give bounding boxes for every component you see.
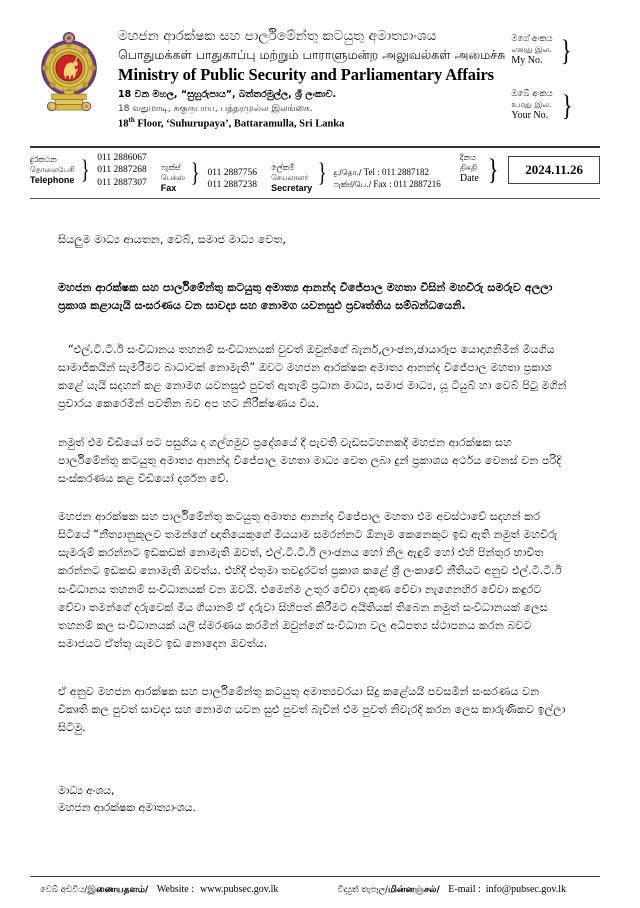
my-no-label-english: My No. (511, 54, 543, 66)
email-item[interactable] (338, 884, 590, 896)
secretary-label-tamil: செயலாளர் (271, 173, 309, 183)
sri-lanka-national-emblem-icon (38, 28, 100, 124)
paragraph-4-closing: ඒ අනුව මහජන ආරක්ෂක සහ පාර්ලිමේන්තු කටයුතු අමාත්‍යවරයා සිදු කළේයයි පවසමින් සංසරණය වන විකෘති කල පුවත් සාවද්‍ය සහ නොමග යවන සුළු පුවත් බැවින් එම පුවත් නිවැරදි කරන ලෙස කාරුණිකව ඉල්ලා සිටිමු. (58, 685, 566, 735)
footer-slash (440, 884, 449, 895)
email-label-tamil: மின்னஞ்சல்/ (388, 885, 440, 895)
secretary-tel-label-si: දු./ (333, 168, 342, 178)
footer-slash (148, 884, 157, 895)
telephone-label-tamil: தொலைபேசி (30, 165, 75, 175)
secretary-fax-label-si: ෆැක්ස්/ (333, 179, 355, 189)
reference-number-block (505, 26, 640, 144)
date-label-tamil: திகதி (459, 163, 477, 173)
contact-bar (30, 148, 600, 197)
secretary-group: ලේකම් செயலாளர் Secretary } දු./தொ./ Tel : 011 2887182 ෆැක්ස්/பெ./ Fax : 011 2887216 (271, 152, 441, 194)
date-value-box[interactable]: 2024.11.26 (508, 156, 600, 184)
date-label-english: Date (459, 173, 479, 185)
secretary-fax-value: 011 2887216 (393, 178, 441, 189)
fax-group: ෆැක්ස් பெக்ஸ் Fax } 011 2887756 011 2887238 (161, 152, 257, 194)
address-english-rest: Floor, ‘Suhurupaya’, Battaramulla, Sri Lanka (134, 118, 345, 130)
paragraph-3: මහජන ආරක්ෂක සහ පාර්ලිමේන්තු කටයුතු අමාත්‍ය ආනන්ද විජේපාල මහතා එම අවස්ථාවේ සදහන් කර සිටියේ “නීත්‍යානුකූලව තමන්ගේ ඥාතියෙකුගේ මියයාම සමරන්නට ඕනෑම කෙනෙකුට ඉඩ ඇති නමුත් මහවීරු සැමරුම් කරන්නට ඉඩකඩක් නොමැති ඔවත්, එල්.ටී.ටී.ඊ ලාංඡනය හෝ නිල ඇඳුම් හෝ එහි පින්තුර භාවිත කරන්නට ඉඩකඩ නොමැති ඔවත්ය. එහිදී එතුමා තවදුරටත් ප්‍රකාශ කළේ ශ්‍රී ලංකාවේ නීතියට අනුව එල්.ටී.ටී.ඊ සංවිධානය තහනම් සංවිධානයක් වන ඔවයි. එමෙන්ම උතුර වේවා දකුණ වේවා නැගෙනහිර වේවා කඳුරට වේවා තමන්ගේ දරුවෙක් මිය ගියානම් ඒ දරුවා සිහිපත් කිරීමට අයිතියක් තිබෙන නමුත් සංවිධානයක් ලෙස තහනම් කල සංවිධානයක් යලි ස්මරණය කරමින් ඔවුන්ගේ සංවිධාන වල අධිපත්‍ය ස්ථාපනය කරන බවට සමාජයට ඒත්තු යැමට ඉඩ නොදෙන ඔවත්ය. (58, 510, 562, 650)
your-no-label-sinhala: ඔබේ අංකය (511, 89, 553, 100)
website-label-sinhala: වෙබ් අඩවිය/ (40, 885, 88, 895)
secretary-tel-value: 011 2887182 (382, 167, 429, 178)
footer-divider (30, 876, 600, 877)
my-no-label-tamil: எனது இல. (511, 44, 552, 54)
your-no-label-english: Your No. (511, 109, 549, 121)
website-url[interactable]: www.pubsec.gov.lk (200, 884, 279, 895)
ministry-name-english: Ministry of Public Security and Parliamentary Affairs (118, 65, 494, 85)
signoff-division: මාධ්‍ය අංශය, (58, 783, 115, 797)
fax-label-sinhala: ෆැක්ස් (160, 163, 181, 173)
subject-headline: මහජන ආරක්ෂක සහ පාර්ලිමේන්තු කටයුතු අමාත්‍ය ආනන්ද විජේපාල මහතා විසින් මහවීරු සමරුව අලලා ප්‍රකාශ කළායැයි සංසරණය වන සාවද්‍ය සහ නොමග යවනසුළු ප්‍රවෘත්තිය සම්බන්ධයෙනි. (58, 280, 553, 312)
fax-label-english: Fax (160, 183, 177, 194)
email-address[interactable]: info@pubsec.gov.lk (485, 884, 566, 895)
address-sinhala: 18 වන මහල, “සුහුරුපාය”, බත්තරමුල්ල, ශ්‍රී ලංකාව. (118, 88, 337, 100)
paragraph-1: “එල්.ටී.ටී.ඊ සංවිධානය තහනම් සංවිධානයක් වුවත් ඔවුන්ගේ බැනර්,ලාංඡන,ඡායාරූප යොදාගනිමින් මියගිය සාමාජිකයින් සැමරීමට බාධාවක් නොමැති” ඔවට මහජන ආරක්ෂක අමාත්‍ය ආනන්ද විජේපාල මහතා ප්‍රකාශ කළේ යැයි සදහන් කළ නොමග යවනසුළු පුවත් ඇතැම් ප්‍රධාන මාධ්‍ය, සමාජ මාධ්‍ය, යූ ටියුබ් හා වෙබ් පිටු මගින් ප්‍රචාරය කෙරෙමින් පවතින බව අප හට නිරීක්ෂණය විය. (58, 343, 567, 411)
emblem-container (30, 26, 108, 124)
page-footer (30, 876, 600, 896)
telephone-group: දුරකථන தொலைபேசி Telephone } 011 2886067 011 2887268 011 2887307 (30, 153, 147, 188)
date-group: දිනය திகதி Date } 2024.11.26 (460, 152, 600, 186)
footer-contacts (30, 884, 600, 896)
email-label-sinhala: විද්‍යුත් තැපෑල/ (337, 885, 389, 895)
secretary-tel-row: දු./தொ./ Tel : 011 2887182 (333, 167, 429, 178)
ministry-titles (108, 26, 505, 131)
secretary-fax-label-en: Fax (373, 178, 387, 189)
fax-number-1: 011 2887756 (207, 167, 258, 178)
address-tamil: 18 வதுமாடி, சுகுருபாய, பத்தரமுல்ல இலங்கை. (118, 103, 313, 114)
fax-label-tamil: பெக்ஸ் (160, 173, 186, 183)
address-floor-suffix: th (128, 115, 135, 124)
telephone-number-1: 011 2886067 (97, 153, 147, 164)
secretary-fax-label-ta: பெ./ (354, 179, 372, 189)
website-item[interactable] (40, 884, 278, 896)
secretary-label-english: Secretary (271, 183, 313, 194)
signature-block (58, 782, 572, 818)
secretary-label-sinhala: ලේකම් (271, 163, 295, 173)
website-label-english: Website : (156, 884, 195, 895)
secretary-tel-label-en: Tel (363, 167, 376, 178)
website-label-tamil: இணையதளம்/ (87, 885, 149, 895)
ministry-name-tamil: பொதுமக்கள் பாதுகாப்பு மற்றும் பாராளுமன்ற அலுவல்கள் அமைச்சு (118, 46, 506, 62)
secretary-tel-label-ta: தொ./ (341, 168, 362, 178)
address-floor-number: 18 (118, 118, 129, 130)
secretary-fax-row: ෆැක්ස්/பெ./ Fax : 011 2887216 (333, 178, 441, 189)
email-label-english: E-mail : (448, 884, 481, 895)
letterhead-header (30, 26, 600, 144)
fax-number-2: 011 2887238 (207, 179, 258, 190)
telephone-label-english: Telephone (30, 174, 75, 185)
fax-numbers (208, 156, 258, 191)
telephone-number-3: 011 2887307 (97, 177, 147, 188)
date-label-sinhala: දිනය (459, 153, 476, 163)
telephone-label-sinhala: දුරකථන (30, 154, 57, 164)
letter-body (30, 199, 600, 818)
your-number-field[interactable]: ඔබේ අංකය உமது இல. Your No. } (511, 88, 573, 122)
salutation: සියලුම මාධ්‍ය ආයතන, වෙබ්, සමාජ මාධ්‍ය වෙත, (58, 232, 287, 246)
paragraph-2: නමුත් එම වීඩියෝ පට පසුගිය දා ගල්ගමුව ප්‍රදේශයේ දී පැවති වැඩසටහනකදී මහජන ආරක්ෂක සහ පාර්ලිමේන්තු කටයුතු අමාත්‍ය ආනන්ද විජේපාල මහතා මාධ්‍ය වෙත ලබා දුන් ප්‍රකාශය අර්ථය වෙනස් වන පරිදි සංස්කරණය කළ වීඩියෝ දර්ශන වේ. (58, 435, 562, 485)
my-no-label-sinhala: මගේ අංකය (511, 34, 553, 44)
your-no-label-tamil: உமது இல. (511, 99, 552, 109)
signoff-ministry: මහජන ආරක්ෂක අමාත්‍යාංශය. (58, 801, 196, 815)
telephone-numbers (97, 152, 147, 188)
address-english (118, 116, 505, 132)
telephone-number-2: 011 2887268 (97, 165, 147, 176)
ministry-name-sinhala: මහජන ආරක්ෂක සහ පාර්ලිමේන්තු කටයුතු අමාත්‍යාංශය (118, 28, 437, 44)
secretary-numbers (334, 156, 441, 190)
my-number-field[interactable]: මගේ අංකය எனது இல. My No. } (511, 33, 573, 67)
